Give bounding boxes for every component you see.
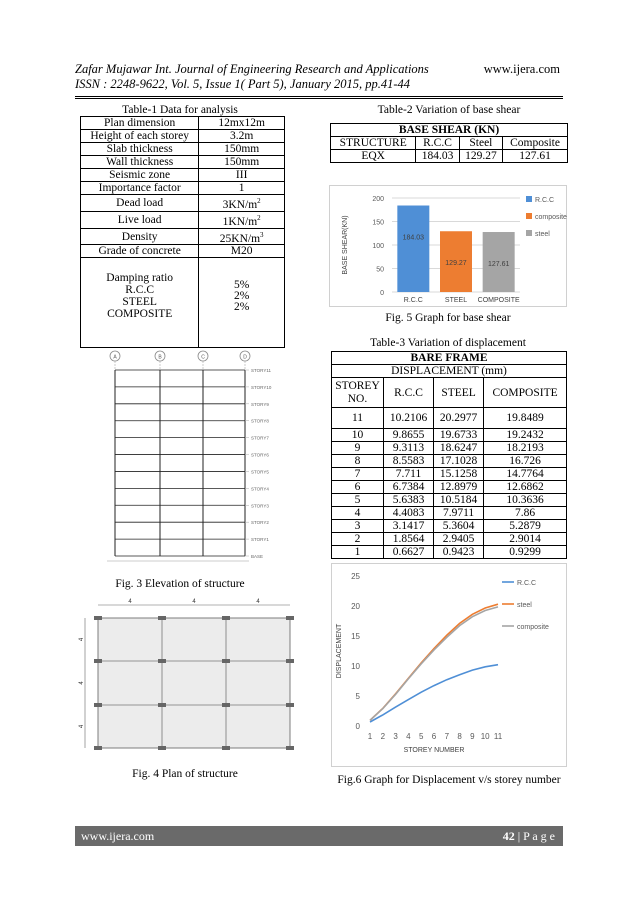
legend-label: steel: [517, 602, 532, 609]
table3-cell: 10.2106: [384, 408, 434, 429]
y-tick-label: 0: [355, 722, 360, 731]
y-axis-label: BASE SHEAR(KN): [342, 215, 349, 275]
table1-value: $1KN/m^2$: [199, 211, 285, 228]
damping-label: Damping ratio: [106, 272, 174, 285]
column-marker: [222, 616, 230, 620]
storey-label: STORY11: [251, 368, 272, 373]
fig5-caption: Fig. 5 Graph for base shear: [385, 312, 511, 324]
table1-row: [81, 156, 285, 169]
damping-labels: [81, 258, 199, 348]
dimension-label: 4: [79, 681, 85, 685]
table1-row: [81, 130, 285, 143]
column-marker: [222, 746, 230, 750]
series-line: [370, 607, 498, 721]
page-number: 42: [502, 829, 515, 843]
table3-cell: 19.6733: [434, 429, 484, 442]
column-marker: [286, 616, 294, 620]
table3-cell: 9.3113: [384, 442, 434, 455]
dimension-label: 4: [256, 599, 260, 605]
column-marker: [158, 703, 166, 707]
table3-cell: 6: [332, 481, 384, 494]
table2-cell: 184.03: [416, 150, 459, 163]
x-tick-label: 4: [406, 732, 411, 741]
table1-value: 150mm: [199, 156, 285, 169]
table3-cell: 0.6627: [384, 546, 434, 559]
table3-cell: 11: [332, 408, 384, 429]
table2-cell: EQX: [331, 150, 416, 163]
column-marker: [158, 746, 166, 750]
series-line: [370, 665, 498, 722]
legend-label: R.C.C: [517, 580, 537, 587]
y-tick-label: 5: [355, 692, 360, 701]
table-row: [332, 533, 567, 546]
table3: [331, 351, 567, 559]
x-tick-label: 6: [431, 732, 437, 741]
table2-cell: 129.27: [459, 150, 502, 163]
x-tick-label: 11: [493, 732, 503, 741]
table1-value: 3.2m: [199, 130, 285, 143]
table3-cell: 7: [332, 468, 384, 481]
base-shear-bar-chart: [330, 186, 568, 308]
storey-label: STORY9: [251, 401, 269, 407]
column-marker: [94, 616, 102, 620]
storey-label: STORY4: [251, 486, 269, 492]
table1-damping-row: [81, 258, 285, 348]
table3-cell: 5.6383: [384, 494, 434, 507]
table1-row: [81, 169, 285, 182]
series-line: [370, 604, 498, 720]
table-row: [332, 455, 567, 468]
x-tick-label: COMPOSITE: [477, 297, 520, 304]
header-rule-2: [75, 98, 563, 99]
column-marker: [158, 659, 166, 663]
header-rule: [75, 96, 563, 97]
table1-row: [81, 245, 285, 258]
table3-cell: 17.1028: [434, 455, 484, 468]
page-suffix: | P a g e: [517, 829, 555, 843]
table3-cell: 7.86: [484, 507, 567, 520]
table3-cell: 2.9405: [434, 533, 484, 546]
y-tick-label: 50: [376, 266, 384, 274]
table-row: [332, 546, 567, 559]
table1-row: [81, 117, 285, 130]
table3-cell: 10: [332, 429, 384, 442]
table3-cell: 0.9299: [484, 546, 567, 559]
table1-row: [81, 211, 285, 228]
legend-label: R.C.C: [535, 197, 555, 204]
table3-cell: 3.1417: [384, 520, 434, 533]
table1-value: M20: [199, 245, 285, 258]
storey-label: STORY8: [251, 418, 269, 424]
table3-cell: 3: [332, 520, 384, 533]
storey-label: STORY7: [251, 435, 269, 441]
grid-label: B: [158, 354, 162, 361]
table-row: [332, 481, 567, 494]
table3-cell: 12.8979: [434, 481, 484, 494]
table3-cell: 18.6247: [434, 442, 484, 455]
column-marker: [94, 703, 102, 707]
table1-value: $25KN/m^3$: [199, 228, 285, 245]
table3-cell: 9: [332, 442, 384, 455]
grid-label: C: [201, 354, 205, 361]
table3-cell: 1: [332, 546, 384, 559]
table1-param: Plan dimension: [81, 117, 199, 130]
x-tick-label: R.C.C: [403, 297, 423, 304]
table1-param: Live load: [81, 211, 199, 228]
bar: [397, 206, 429, 292]
x-tick-label: 5: [418, 732, 424, 741]
bar-data-label: 184.03: [402, 234, 425, 242]
footer-page: [503, 829, 555, 844]
column-marker: [94, 746, 102, 750]
x-axis-label: STOREY NUMBER: [403, 747, 465, 754]
table3-cell: 0.9423: [434, 546, 484, 559]
table3-cell: 7.9711: [434, 507, 484, 520]
table3-cell: 16.726: [484, 455, 567, 468]
table3-header: STEEL: [434, 378, 484, 408]
table3-cell: 12.6862: [484, 481, 567, 494]
journal-title: Zafar Mujawar Int. Journal of Engineering Research and Applications: [75, 62, 429, 76]
table3-caption: Table-3 Variation of displacement: [370, 337, 526, 349]
table1-param: Density: [81, 228, 199, 245]
slab-area: [98, 618, 290, 748]
unit-exponent: 2: [257, 213, 261, 222]
damping-label: R.C.C: [125, 284, 155, 297]
table1-row: [81, 195, 285, 212]
table-row: [332, 442, 567, 455]
legend-label: steel: [535, 231, 550, 238]
column-marker: [94, 659, 102, 663]
issn-line: ISSN : 2248-9622, Vol. 5, Issue 1( Part 5), January 2015, pp.41-44: [75, 77, 411, 91]
storey-label: STORY5: [251, 469, 269, 475]
table-row: [332, 520, 567, 533]
damping-values: [199, 258, 285, 348]
header-site: www.ijera.com: [483, 62, 560, 76]
legend-label: composite: [517, 624, 549, 631]
storey-label: STORY3: [251, 503, 269, 509]
table-row: [332, 507, 567, 520]
table2: [330, 123, 568, 163]
unit-exponent: 3: [260, 230, 264, 239]
table1: [80, 116, 285, 348]
table-row: [332, 429, 567, 442]
y-tick-label: 10: [351, 662, 360, 671]
table1-value: $3KN/m^2$: [199, 195, 285, 212]
y-tick-label: 20: [351, 602, 360, 611]
dimension-label: 4: [128, 599, 132, 605]
table2-header: Composite: [503, 137, 568, 150]
bar-data-label: 129.27: [445, 260, 467, 268]
legend-swatch: [526, 230, 532, 236]
fig6-caption: Fig.6 Graph for Displacement v/s storey number: [337, 774, 561, 786]
column-marker: [158, 616, 166, 620]
elevation-drawing: [107, 348, 279, 572]
column-marker: [222, 659, 230, 663]
table3-cell: 8.5583: [384, 455, 434, 468]
legend-swatch: [526, 213, 532, 219]
unit-exponent: 2: [257, 197, 261, 205]
y-axis-label: DISPLACEMENT: [336, 623, 343, 679]
plan-drawing: [80, 598, 300, 756]
table1-row: [81, 143, 285, 156]
table3-cell: 10.3636: [484, 494, 567, 507]
damping-label: STEEL: [122, 296, 157, 309]
damping-value: 5%: [233, 279, 250, 292]
table3-cell: 1.8564: [384, 533, 434, 546]
table3-header: COMPOSITE: [484, 378, 567, 408]
storey-label: STORY2: [251, 520, 269, 526]
table3-cell: 19.8489: [484, 408, 567, 429]
table2-header: STRUCTURE: [331, 137, 416, 150]
x-tick-label: 7: [444, 732, 450, 741]
bar-data-label: 127.61: [487, 261, 510, 269]
y-tick-label: 25: [351, 572, 360, 581]
table2-title: BASE SHEAR (KN): [331, 124, 568, 137]
table3-cell: 15.1258: [434, 468, 484, 481]
table3-cell: 6.7384: [384, 481, 434, 494]
table1-param: Importance factor: [81, 182, 199, 195]
damping-value: 2%: [233, 301, 250, 314]
table3-cell: 4: [332, 507, 384, 520]
table3-cell: 20.2977: [434, 408, 484, 429]
storey-label: STORY1: [251, 537, 269, 543]
table-row: [332, 468, 567, 481]
table3-cell: 2: [332, 533, 384, 546]
x-tick-label: 3: [393, 732, 398, 741]
table3-cell: 9.8655: [384, 429, 434, 442]
x-tick-label: 9: [470, 732, 475, 741]
fig4-caption: Fig. 4 Plan of structure: [132, 768, 238, 780]
table1-param: Height of each storey: [81, 130, 199, 143]
table1-param: Dead load: [81, 195, 199, 212]
footer-bar: [75, 826, 563, 846]
storey-label: STORY10: [251, 384, 272, 390]
grid-label: A: [113, 354, 117, 361]
table3-cell: 5.3604: [434, 520, 484, 533]
table1-value: 150mm: [199, 143, 285, 156]
table3-cell: 8: [332, 455, 384, 468]
table3-subtitle: DISPLACEMENT (mm): [332, 365, 567, 378]
x-tick-label: 2: [380, 732, 386, 741]
table3-header: STOREY NO.: [332, 378, 384, 408]
table3-cell: 5: [332, 494, 384, 507]
y-tick-label: 100: [372, 243, 384, 250]
fig5-chart-frame: [329, 185, 567, 307]
column-marker: [286, 659, 294, 663]
table-row: [332, 408, 567, 429]
table1-param: Slab thickness: [81, 143, 199, 156]
table3-cell: 2.9014: [484, 533, 567, 546]
y-tick-label: 150: [372, 219, 384, 227]
legend-label: composite: [535, 214, 567, 221]
damping-label: COMPOSITE: [107, 308, 173, 321]
y-tick-label: 15: [351, 632, 360, 641]
table3-cell: 4.4083: [384, 507, 434, 520]
table2-caption: Table-2 Variation of base shear: [377, 104, 521, 116]
table1-row: [81, 182, 285, 195]
table-row: [332, 494, 567, 507]
table2-cell: 127.61: [503, 150, 568, 163]
column-marker: [286, 746, 294, 750]
table3-title: BARE FRAME: [332, 352, 567, 365]
table3-cell: 18.2193: [484, 442, 567, 455]
table3-cell: 14.7764: [484, 468, 567, 481]
displacement-line-chart: [332, 564, 568, 768]
table3-cell: 7.711: [384, 468, 434, 481]
table1-param: Seismic zone: [81, 169, 199, 182]
table1-row: [81, 228, 285, 245]
storey-label: BASE: [251, 554, 264, 559]
table1-param: Wall thickness: [81, 156, 199, 169]
x-tick-label: 1: [367, 732, 373, 741]
dimension-label: 4: [192, 599, 196, 605]
table1-caption: Table-1 Data for analysis: [122, 104, 238, 116]
dimension-label: 4: [79, 637, 85, 642]
table1-value: 1: [199, 182, 285, 195]
grid-label: D: [243, 354, 247, 361]
x-tick-label: STEEL: [444, 297, 468, 304]
table3-cell: 19.2432: [484, 429, 567, 442]
table3-cell: 10.5184: [434, 494, 484, 507]
table1-value: III: [199, 169, 285, 182]
fig3-caption: Fig. 3 Elevation of structure: [115, 578, 245, 590]
damping-value: 2%: [233, 290, 250, 303]
fig6-chart-frame: [331, 563, 567, 767]
y-tick-label: 200: [372, 196, 384, 203]
y-tick-label: 0: [380, 290, 384, 297]
x-tick-label: 8: [457, 732, 462, 741]
column-marker: [222, 703, 230, 707]
table2-header: R.C.C: [416, 137, 459, 150]
x-tick-label: 10: [480, 732, 490, 741]
legend-swatch: [526, 196, 532, 202]
dimension-label: 4: [79, 724, 85, 729]
footer-site: www.ijera.com: [81, 829, 155, 843]
storey-label: STORY6: [251, 452, 269, 458]
column-marker: [286, 703, 294, 707]
table2-header: Steel: [459, 137, 502, 150]
table3-cell: 5.2879: [484, 520, 567, 533]
table1-value: 12mx12m: [199, 117, 285, 130]
table1-param: Grade of concrete: [81, 245, 199, 258]
table3-header: R.C.C: [384, 378, 434, 408]
